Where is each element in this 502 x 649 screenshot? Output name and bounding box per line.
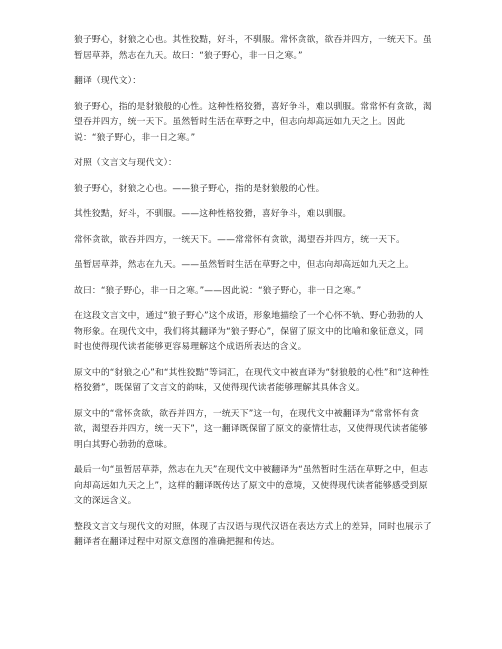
comparison-line-3: 常怀贪欲，欲吞并四方，一统天下。——常常怀有贪欲，渴望吞并四方，统一天下。	[74, 234, 406, 245]
comparison-line-5: 故曰：“狼子野心，非一日之寒。”——因此说：“狼子野心，非一日之寒。”	[74, 285, 362, 296]
analysis-paragraph-1: 在这段文言文中，通过“狼子野心”这个成语，形象地描绘了一个心怀不轨、野心勃勃的人物形象。在现代文中，我们将其翻译为“狼子野心”，保留了原文中的比喻和象征意义，同时也使得现代读者能够更容易理解这个成语所表达的含义。	[74, 311, 424, 352]
comparison-line-1: 狼子野心，豺狼之心也。——狼子野心，指的是豺狼般的心性。	[74, 183, 325, 194]
heading-comparison: 对照（文言文与现代文）：	[74, 158, 177, 168]
analysis-paragraph-2: 原文中的“豺狼之心”和“其性狡黠”等词汇，在现代文中被直译为“豺狼般的心性”和“这种性格狡猾”，既保留了文言文的韵味，又使得现代读者能够理解其具体含义。	[74, 367, 430, 393]
conclusion-paragraph: 整段文言文与现代文的对照，体现了古汉语与现代汉语在表达方式上的差异，同时也展示了翻译者在翻译过程中对原文意图的准确把握和传达。	[74, 521, 432, 547]
paragraph-translation: 狼子野心，指的是豺狼般的心性。这种性格狡猾，喜好争斗，难以驯服。常常怀有贪欲，渴望吞并四方，统一天下。虽然暂时生活在草野之中，但志向却高远如九天之上。因此说：“狼子野心，非一日之寒。”	[74, 101, 432, 143]
analysis-paragraph-3: 原文中的“常怀贪欲，欲吞并四方，一统天下”这一句，在现代文中被翻译为“常常怀有贪欲，渴望吞并四方，统一天下”，这一翻译既保留了原文的豪情壮志，又使得现代读者能够明白其野心勃勃的意味。	[74, 408, 428, 450]
paragraph-original-text: 狼子野心，豺狼之心也。其性狡黠，好斗，不驯服。常怀贪欲，欲吞并四方，一统天下。虽暂居草莽，然志在九天。故曰：“狼子野心，非一日之寒。”	[74, 35, 432, 61]
heading-translation: 翻译（现代文）：	[74, 76, 142, 86]
analysis-paragraph-4: 最后一句“虽暂居草莽，然志在九天”在现代文中被翻译为“虽然暂时生活在草野之中，但志向却高远如九天之上”，这样的翻译既传达了原文中的意境，又使得现代读者能够感受到原文的深远含义。	[74, 465, 429, 506]
comparison-line-4: 虽暂居草莽，然志在九天。——虽然暂时生活在草野之中，但志向却高远如九天之上。	[74, 260, 414, 270]
comparison-line-2: 其性狡黠，好斗，不驯服。——这种性格狡猾，喜好争斗，难以驯服。	[74, 209, 352, 219]
